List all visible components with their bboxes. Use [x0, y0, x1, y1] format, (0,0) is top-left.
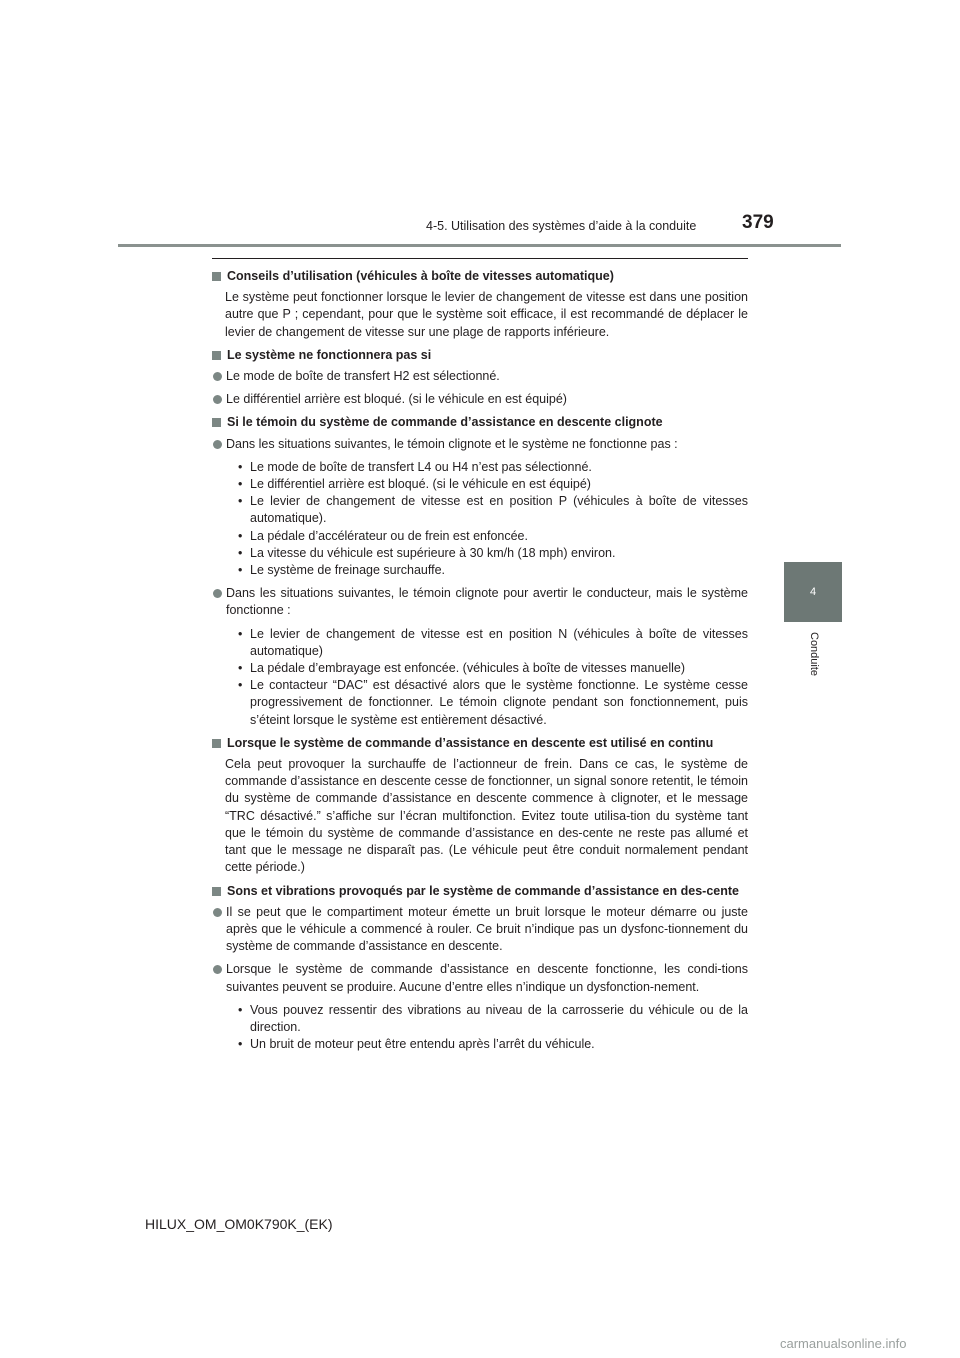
section-indicator-blinks: [212, 414, 748, 728]
dot-icon: •: [238, 563, 243, 578]
section-title-text: Lorsque le système de commande d’assistance en descente est utilisé en continu: [227, 735, 714, 750]
dot-icon: •: [238, 1002, 243, 1017]
section-title-text: Sons et vibrations provoqués par le système de commande d’assistance en des-cente: [227, 883, 739, 898]
section-title: [212, 883, 748, 900]
sub-item-text: Le mode de boîte de transfert L4 ou H4 n’est pas sélectionné.: [250, 459, 592, 474]
content-rule: [212, 258, 748, 259]
square-bullet-icon: [212, 351, 221, 360]
circle-bullet-icon: [213, 908, 222, 917]
section-sounds-vibrations: [212, 883, 748, 1054]
bullet-item: [212, 368, 748, 385]
sub-item: [238, 626, 748, 660]
dot-icon: •: [238, 545, 243, 560]
footer-manual-code: HILUX_OM_OM0K790K_(EK): [145, 1216, 333, 1232]
sub-item-text: Le levier de changement de vitesse est en position N (véhicules à boîte de vitesses automatique): [250, 626, 748, 658]
bullet-item: [212, 585, 748, 619]
circle-bullet-icon: [213, 372, 222, 381]
bullet-item: [212, 391, 748, 408]
sub-item: [238, 562, 748, 579]
section-title: [212, 735, 748, 752]
section-title: [212, 268, 748, 285]
dot-icon: •: [238, 477, 243, 492]
sub-item-text: Le contacteur “DAC” est désactivé alors que le système fonctionne. Le système cesse progressivement de fonctionner. Le témoin clignote pendant son fonctionnement, puis s’éteint lorsque le système est entièrement désactivé.: [250, 678, 748, 727]
square-bullet-icon: [212, 887, 221, 896]
chapter-label: Conduite: [808, 632, 820, 677]
dot-icon: •: [238, 1037, 243, 1052]
sub-item: [238, 476, 748, 493]
circle-bullet-icon: [213, 440, 222, 449]
content: [212, 268, 748, 1059]
bullet-text: Le différentiel arrière est bloqué. (si le véhicule en est équipé): [226, 392, 567, 407]
sub-item-text: Vous pouvez ressentir des vibrations au niveau de la carrosserie du véhicule ou de la direction.: [250, 1002, 748, 1034]
bullet-item: [212, 904, 748, 956]
bullet-text: Lorsque le système de commande d’assistance en descente fonctionne, les condi-tions suivantes peuvent se produire. Aucune d’entre elles n’indique un dysfonction-nement.: [226, 962, 748, 994]
sub-item-text: Un bruit de moteur peut être entendu après l’arrêt du véhicule.: [250, 1037, 595, 1052]
circle-bullet-icon: [213, 965, 222, 974]
bullet-item: [212, 436, 748, 453]
circle-bullet-icon: [213, 395, 222, 404]
section-usage-tips: [212, 268, 748, 341]
dot-icon: •: [238, 678, 243, 693]
section-title-text: Conseils d’utilisation (véhicules à boîte de vitesses automatique): [227, 269, 614, 283]
dot-icon: •: [238, 528, 243, 543]
sub-item-text: Le différentiel arrière est bloqué. (si le véhicule en est équipé): [250, 477, 591, 492]
sub-item-text: Le système de freinage surchauffe.: [250, 563, 446, 578]
square-bullet-icon: [212, 739, 221, 748]
circle-bullet-icon: [213, 589, 222, 598]
sub-item: [238, 660, 748, 677]
section-title-text: Si le témoin du système de commande d’assistance en descente clignote: [227, 415, 663, 430]
sub-item-text: Le levier de changement de vitesse est en position P (véhicules à boîte de vitesses automatique).: [250, 494, 748, 526]
header-section-title: 4-5. Utilisation des systèmes d’aide à la conduite: [426, 219, 697, 233]
bullet-text: Dans les situations suivantes, le témoin clignote et le système ne fonctionne pas :: [226, 436, 678, 451]
sub-item: [238, 493, 748, 527]
chapter-tab[interactable]: 4: [784, 562, 842, 622]
section-title: [212, 347, 748, 364]
footer-watermark[interactable]: carmanualsonline.info: [780, 1336, 907, 1351]
dot-icon: •: [238, 459, 243, 474]
section-continuous-use: [212, 735, 748, 877]
bullet-text: Il se peut que le compartiment moteur émette un bruit lorsque le moteur démarre ou juste après que le véhicule a commencé à rouler. Ce bruit n’indique pas un dysfonc-tionnement du système de commande d’assistance en descente.: [226, 904, 748, 954]
bullet-text: Dans les situations suivantes, le témoin clignote pour avertir le conducteur, mais le système fonctionne :: [226, 586, 748, 618]
section-title: [212, 414, 748, 431]
sub-item-text: La pédale d’accélérateur ou de frein est enfoncée.: [250, 528, 528, 543]
sub-item: [238, 459, 748, 476]
sub-item: [238, 1002, 748, 1036]
sub-list: [212, 1002, 748, 1054]
bullet-item: [212, 961, 748, 995]
bullet-text: Le mode de boîte de transfert H2 est sélectionné.: [226, 369, 500, 384]
sub-list: [212, 626, 748, 729]
dot-icon: •: [238, 661, 243, 676]
page-number: 379: [742, 212, 774, 233]
square-bullet-icon: [212, 272, 221, 281]
paragraph: Le système peut fonctionner lorsque le levier de changement de vitesse est dans une position autre que P ; cependant, pour que le système soit efficace, il est recommandé de déplacer le levier de changement de vitesse sur une plage de rapports inférieure.: [225, 290, 748, 339]
section-not-operate: [212, 347, 748, 409]
header-rule: [118, 244, 841, 247]
sub-item: [238, 528, 748, 545]
square-bullet-icon: [212, 418, 221, 427]
sub-item-text: La vitesse du véhicule est supérieure à 30 km/h (18 mph) environ.: [250, 545, 616, 560]
sub-list: [212, 459, 748, 579]
sub-item: [238, 545, 748, 562]
sub-item: [238, 677, 748, 729]
sub-item: [238, 1036, 748, 1053]
sub-item-text: La pédale d’embrayage est enfoncée. (véhicules à boîte de vitesses manuelle): [250, 661, 685, 676]
dot-icon: •: [238, 494, 243, 509]
paragraph: Cela peut provoquer la surchauffe de l’actionneur de frein. Dans ce cas, le système de commande d’assistance en descente cesse de fonctionner, un signal sonore retentit, le témoin du système de commande d’assistance en descente commence à clignoter, et le message “TRC désactivé.” s’affiche sur l’écran multifonction. Evitez toute utilisa-tion du système tant que le témoin du système de commande d’assistance en des-cente ne reste pas allumé et tant que le message ne disparaît pas. (Le véhicule peut être conduit normalement pendant cette période.): [225, 757, 748, 875]
section-title-text: Le système ne fonctionnera pas si: [227, 347, 432, 362]
dot-icon: •: [238, 626, 243, 641]
